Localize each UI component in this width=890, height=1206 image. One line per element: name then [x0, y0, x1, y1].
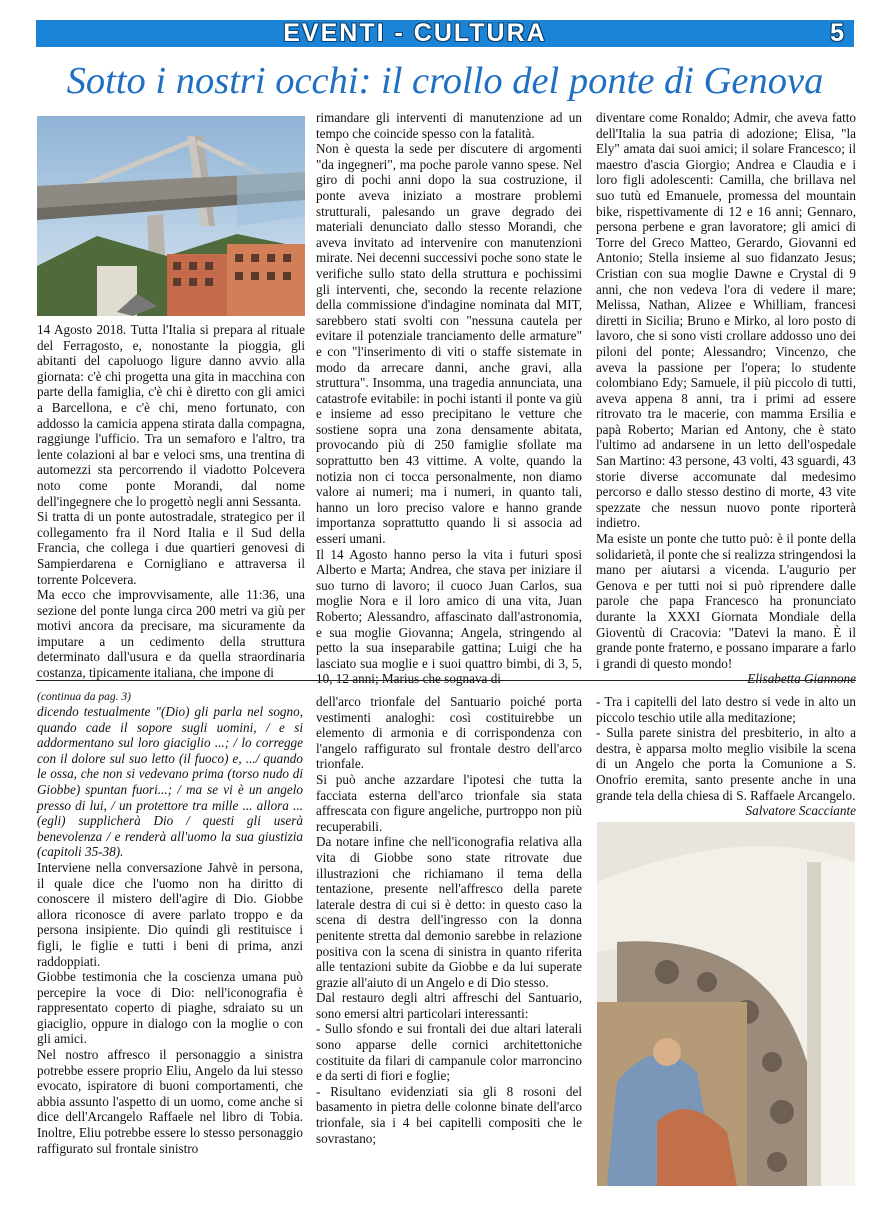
bridge-photo-illustration — [37, 116, 305, 316]
article1-paragraph: Non è questa la sede per discutere di argomenti "da ingegneri", ma poche parole vanno spese. Nel giro di pochi anni dopo la sua costruzione, il ponte aveva iniziato a mostrare problemi strutturali, palesando un grave degrado dei materiali denunciato dallo stesso Morandi, che aveva invitato ad intervenire con manutenzioni mirate. Nei decenni successivi poche sono state le verifiche sullo stato della struttura e pochissimi gli interventi, che, secondo la recente relazione della commissione d'indagine nominata dal MIT, sarebbero stati svolti con "nessuna cautela per evitare il potenziale tranciamento delle armature" e con "l'inserimento di viti o staffe sistemate in modo da arrecare danni, anche gravi, alla struttura". Insomma, una tragedia annunciata, una catastrofe evitabile: in pochi istanti il ponte va giù e insieme ad esso precipitano le vetture che sostiene sopra una zona densamente abitata, provocando più di 250 famiglie sfollate ma soprattutto ben 43 vittime. A volte, quando la notizia non ci tocca personalmente, non diamo valore ai numeri; ma i numeri, in quanto tali, hanno un loro preciso valore e hanno grande importanza soprattutto quando li si associa ad esseri umani. — [316, 141, 582, 547]
article2-column-2 — [316, 694, 582, 1146]
job-quote: dicendo testualmente "(Dio) gli parla nel sogno, quando cade il sopore sugli uomini, / e si addormentano sul loro giaciglio ...; / lo corregge con il dolore sul suo letto (il fuoco) e, .../ quando le ossa, che non si vedevano prima (torso nudo di Giobbe) spuntan fuori...; / ma se vi è un angelo presso di lui, / un protettore tra mille ... allora ... (egli) supplicherà Dio / questi gli userà benevolenza / e renderà all'uomo la sua giustizia (capitoli 35-38). — [37, 704, 303, 860]
article1-paragraph: diventare come Ronaldo; Admir, che aveva fatto dell'Italia la sua patria di adozione; Elisa, "la Ely" amata dai suoi amici; il solare Francesco; il maestro d'ascia Giorgio; Andrea e Claudia e i loro figli adolescenti: Camilla, che brillava nel suo tutù ed Emanuele, promessa del mountain bike, rispettivamente di 12 e 16 anni; Gennaro, persona perbene e gran lavoratore; gli amici di Torre del Greco Matteo, Gerardo, Giovanni ed Antonio; Stella insieme al suo fidanzato Jesus; Cristian con sua moglie Dawne e Crystal di 9 anni, che non vedeva l'ora di vedere il mare; Melissa, Nathan, Alizee e Whilliam, francesi diretti in Sicilia; Bruno e Mirko, al loro posto di lavoro, che si sono visti crollare addosso uno dei piloni del ponte; Alessandro; Vincenzo, che aveva la passione per l'opera; lo studente colombiano Edy; Samuele, il più piccolo di tutti, aveva appena 8 anni, tra i primi ad essere ritrovato tra le macerie, con mamma Ersilia e papà Roberto; Marian ed Antony, che è stato l'ultimo ad andarsene in un letto dell'ospedale San Martino: 43 persone, 43 volti, 43 sguardi, 43 storie diverse accomunate dal medesimo percorso e dallo stesso destino di morte, 43 vite spezzate che nessun nuovo ponte riporterà indietro. — [596, 110, 856, 531]
article-headline: Sotto i nostri occhi: il crollo del ponte di Genova — [66, 60, 824, 102]
article1-paragraph: Ma esiste un ponte che tutto può: è il ponte della solidarietà, il ponte che si realizza stringendosi la mano per aiutarsi a vicenda. L'augurio per Genova e per tutti noi si può riprendere dalle parole che papa Francesco ha pronunciato durante la XXXI Giornata Mondiale della Gioventù di Cracovia: "Datevi la mano. È il grande ponte fraterno, e possano imparare a farlo i grandi di questo mondo! — [596, 531, 856, 671]
article2-column-1 — [37, 690, 303, 1156]
article-divider — [36, 680, 856, 681]
article1-signature: Elisabetta Giannone — [747, 671, 856, 687]
article2-paragraph: Giobbe testimonia che la coscienza umana può percepire la voce di Dio: nell'iconografia è rappresentato coperto di piaghe, sdraiato su un giaciglio, oppure in dialogo con la moglie o con gli amici. — [37, 969, 303, 1047]
article1-column-3 — [596, 110, 856, 687]
fresco-photo — [597, 822, 855, 1186]
article2-paragraph: - Tra i capitelli del lato destro si vede in alto un piccolo teschio utile alla meditazione; — [596, 694, 856, 725]
article1-column-1 — [37, 322, 305, 681]
article2-column-3 — [596, 694, 856, 819]
section-title: EVENTI - CULTURA — [283, 19, 547, 47]
article2-paragraph: Interviene nella conversazione Jahvè in persona, il quale dice che l'uomo non ha diritto di conoscere il mistero dell'agire di Dio. Giobbe allora riconosce di avere parlato troppo e da persona insipiente. Dio quindi gli restituisce i figli, le figlie e tutti i beni di prima, anzi raddoppiati. — [37, 859, 303, 969]
article2-signature: Salvatore Scacciante — [745, 803, 856, 819]
page-number: 5 — [830, 19, 844, 47]
article1-paragraph: Si tratta di un ponte autostradale, strategico per il collegamento fra il Nord Italia e il Sud della Francia, che collega i due quartieri genovesi di Sampierdarena e Cornigliano e attraversa il torrente Polcevera. — [37, 509, 305, 587]
continued-from-note: (continua da pag. 3) — [37, 691, 131, 703]
article1-paragraph: rimandare gli interventi di manutenzione ad un tempo che coincide spesso con la fatalità. — [316, 110, 582, 141]
fresco-illustration — [597, 822, 855, 1186]
article2-paragraph: - Sulla parete sinistra del presbiterio, in alto a destra, è apparsa molto meglio visibile la scena di un Angelo che porta la Comunione a S. Onofrio eremita, santo presente anche in una grande tela della chiesa di S. Raffaele Arcangelo. — [596, 725, 856, 803]
article2-paragraph: Si può anche azzardare l'ipotesi che tutta la facciata esterna dell'arco trionfale sia stata affrescata con figure angeliche, purtroppo non più recuperabili. — [316, 771, 582, 834]
article2-paragraph: - Risultano evidenziati sia gli 8 rosoni del basamento in pietra delle colonne binate dell'arco trionfale, sia i 4 bei capitelli compositi che le sovrastano; — [316, 1083, 582, 1146]
article2-paragraph: Dal restauro degli altri affreschi del Santuario, sono emersi altri particolari interessanti: — [316, 990, 582, 1021]
article2-paragraph: - Sullo sfondo e sui frontali dei due altari laterali sono apparse delle cornici architettoniche costituite da filari di campanule color marroncino e da serti di fiori e foglie; — [316, 1021, 582, 1084]
article1-paragraph: Ma ecco che improvvisamente, alle 11:36, una sezione del ponte lunga circa 200 metri va giù per motivi ancora da precisare, ma sicuramente da imputare a un cedimento della struttura determinato dall'usura e da quella straordinaria costanza, tipicamente italiana, che impone di — [37, 587, 305, 681]
article2-paragraph: Da notare infine che nell'iconografia relativa alla vita di Giobbe sono state ritrovate due illustrazioni che richiamano il tema della tentazione, presente nell'affresco della parete laterale destra di cui si è detto: in questo caso la scena di destra dell'ingresso con la donna penitente stretta dal demonio sarebbe in relazione positiva con la scena di sinistra in quanto riferita alle tentazioni subite da Giobbe e da lui superate grazie all'aiuto di un Angelo e di Dio stesso. — [316, 834, 582, 990]
section-header-bar — [36, 20, 854, 47]
article2-paragraph: Nel nostro affresco il personaggio a sinistra potrebbe essere proprio Eliu, Angelo da lui stesso evocato, ispiratore di buoni comportamenti, che abbia assunto l'aspetto di un uomo, come anche si dice dell'Arcangelo Raffaele nel libro di Tobia. Inoltre, Eliu potrebbe essere lo stesso personaggio raffigurato sul frontale sinistro — [37, 1047, 303, 1156]
article1-column-2 — [316, 110, 582, 687]
article1-paragraph: 14 Agosto 2018. Tutta l'Italia si prepara al rituale del Ferragosto, e, nonostante la pioggia, gli abitanti del capoluogo ligure danno avvio alla giornata: c'è chi progetta una gita in macchina con parte della famiglia, c'è chi è diretto con gli amici a Barcellona, e c'è chi, meno fortunato, con addosso la camicia appena stirata dalla compagna, raggiunge l'ufficio. Tra un semaforo e l'altro, tra lente colazioni al bar e veloci sms, una trentina di automezzi sta percorrendo il viadotto Polcevera noto come ponte Morandi, dal nome dell'ingegnere che lo progettò negli anni Sessanta. — [37, 322, 305, 509]
bridge-collapse-photo — [37, 116, 305, 316]
article2-paragraph: dell'arco trionfale del Santuario poiché porta vestimenti analoghi: così costituirebbe un elemento di armonia e di corrispondenza con l'angelo raffigurato sul frontale destro dell'arco trionfale. — [316, 694, 582, 772]
article1-paragraph: Il 14 Agosto hanno perso la vita i futuri sposi Alberto e Marta; Andrea, che stava per iniziare il suo turno di lavoro; il cuoco Juan Carlos, sua moglie Nora e il loro amico di una vita, Juan Roberto; Alessandro, affascinato dall'astronomia, e sua moglie Giovanna; Angela, stringendo al petto la sua inseparabile gattina; Luigi che ha lasciato sua moglie e i suoi quattro bimbi, di 3, 5, 10, 12 anni; Marius che sognava di — [316, 546, 582, 687]
